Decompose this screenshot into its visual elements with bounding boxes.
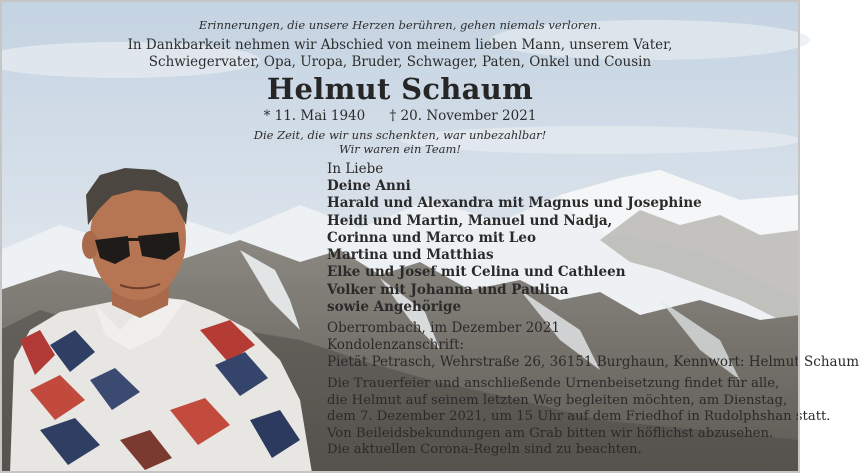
motto-line: Die Zeit, die wir uns schenkten, war unbezahlbar! bbox=[253, 128, 547, 142]
notice-line: Von Beileidsbekundungen am Grab bitten wir höflichst abzusehen. bbox=[327, 425, 774, 441]
in-liebe-label: In Liebe bbox=[327, 161, 384, 177]
birth-date: * 11. Mai 1940 bbox=[263, 108, 366, 124]
family-member: Martina und Matthias bbox=[327, 247, 494, 264]
condolence-label: Kondolenzanschrift: bbox=[327, 337, 465, 353]
family-list bbox=[327, 178, 702, 316]
motto bbox=[0, 128, 800, 156]
intro-line: In Dankbarkeit nehmen wir Abschied von meinem lieben Mann, unserem Vater, bbox=[127, 37, 673, 53]
family-member: Heidi und Martin, Manuel und Nadja, bbox=[327, 212, 613, 229]
family-member: Elke und Josef mit Celina und Cathleen bbox=[327, 264, 626, 281]
family-member: Deine Anni bbox=[327, 178, 411, 194]
notice-line: die Helmut auf seinem letzten Weg begleiten möchten, am Dienstag, bbox=[327, 392, 788, 408]
family-member: Volker mit Johanna und Paulina bbox=[327, 281, 569, 298]
place-date: Oberrombach, im Dezember 2021 bbox=[327, 320, 560, 336]
life-dates bbox=[0, 108, 800, 124]
death-date: † 20. November 2021 bbox=[389, 108, 537, 124]
notice-line: Die aktuellen Corona-Regeln sind zu beachten. bbox=[327, 442, 642, 458]
condolence-address: Pietät Petrasch, Wehrstraße 26, 36151 Burghaun, Kennwort: Helmut Schaum bbox=[327, 354, 859, 370]
family-member: Corinna und Marco mit Leo bbox=[327, 229, 536, 246]
family-member: Harald und Alexandra mit Magnus und Josephine bbox=[327, 195, 702, 212]
motto-line: Wir waren ein Team! bbox=[338, 142, 462, 156]
intro-line: Schwiegervater, Opa, Uropa, Bruder, Schwager, Paten, Onkel und Cousin bbox=[148, 54, 652, 70]
notice-line: Die Trauerfeier und anschließende Urnenbeisetzung findet für alle, bbox=[327, 376, 780, 391]
memorial-quote: Erinnerungen, die unsere Herzen berühren, gehen niemals verloren. bbox=[198, 18, 602, 32]
funeral-notice bbox=[327, 376, 831, 459]
deceased-name: Helmut Schaum bbox=[266, 72, 534, 106]
farewell-intro bbox=[0, 37, 800, 71]
family-member: sowie Angehörige bbox=[327, 299, 462, 316]
notice-line: dem 7. Dezember 2021, um 15 Uhr auf dem Friedhof in Rudolphshan statt. bbox=[327, 409, 831, 425]
